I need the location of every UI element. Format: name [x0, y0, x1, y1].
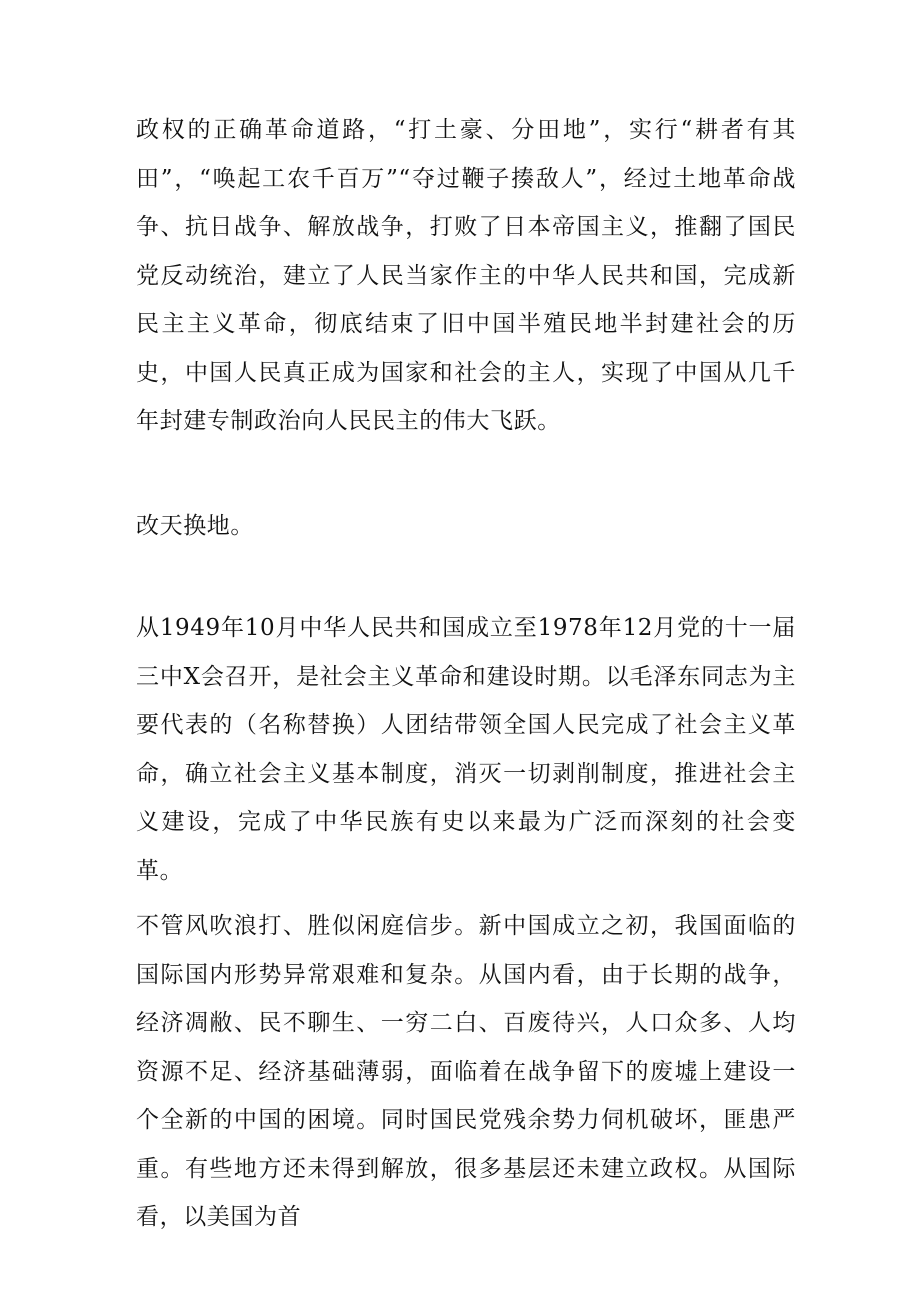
paragraph-revolution-road: 政权的正确革命道路，“打土豪、分田地”，实行“耕者有其田”，“唤起工农千百万”“夺过鞭子揍敌人”，经过土地革命战争、抗日战争、解放战争，打败了日本帝国主义，推翻了国民党反动统治，建立了人民当家作主的中华人民共和国，完成新民主主义革命，彻底结束了旧中国半殖民地半封建社会的历史，中国人民真正成为国家和社会的主人，实现了中国从几千年封建专制政治向人民民主的伟大飞跃。 — [136, 117, 796, 434]
paragraph-socialist-construction: 从1949年10月中华人民共和国成立至1978年12月党的十一届三中X会召开，是社会主义革命和建设时期。以毛泽东同志为主要代表的（名称替换）人团结带领全国人民完成了社会主义革命，确立社会主义基本制度，消灭一切剥削制度，推进社会主义建设，完成了中华民族有史以来最为广泛而深刻的社会变革。 — [136, 615, 796, 884]
paragraph-heading-transform: 改天换地。 — [136, 513, 254, 539]
paragraph-early-new-china: 不管风吹浪打、胜似闲庭信步。新中国成立之初，我国面临的国际国内形势异常艰难和复杂。从国内看，由于长期的战争，经济凋敝、民不聊生、一穷二白、百废待兴，人口众多、人均资源不足、经济基础薄弱，面临着在战争留下的废墟上建设一个全新的中国的困境。同时国民党残余势力伺机破坏，匪患严重。有些地方还未得到解放，很多基层还未建立政权。从国际看，以美国为首 — [136, 913, 796, 1230]
